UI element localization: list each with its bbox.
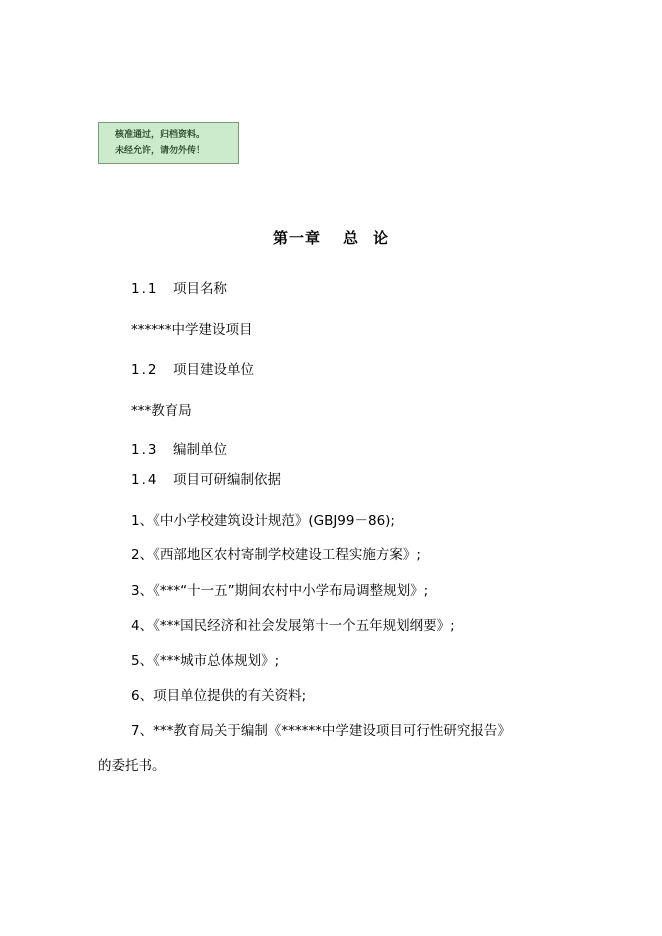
section-number: 1.3 [131,442,159,458]
chapter-title-word-2: 论 [373,229,390,247]
chapter-title-word-1: 总 [342,229,359,247]
basis-item: 7、***教育局关于编制《******中学建设项目可行性研究报告》 [131,723,511,739]
stamp-line-2: 未经允许，请勿外传！ [115,146,206,156]
section-heading [131,471,281,489]
construction-unit-text: ***教育局 [131,403,192,419]
chapter-title [0,227,662,248]
basis-item: 3、《***“十一五”期间农村中小学布局调整规划》; [131,583,429,599]
section-heading [131,280,227,298]
chapter-title-number: 第一章 [272,229,321,247]
section-number: 1.2 [131,362,159,378]
section-number: 1.1 [131,281,159,297]
section-heading [131,441,227,459]
section-heading [131,361,254,379]
basis-item: 1、《中小学校建筑设计规范》(GBJ99－86); [131,513,395,529]
basis-item: 4、《***国民经济和社会发展第十一个五年规划纲要》; [131,618,455,634]
project-name-text: ******中学建设项目 [131,322,253,338]
section-number: 1.4 [131,472,159,488]
section-label: 项目可研编制依据 [173,472,281,488]
section-label: 编制单位 [173,442,227,458]
basis-item-continuation: 的委托书。 [98,758,166,774]
basis-item: 2、《西部地区农村寄制学校建设工程实施方案》; [131,547,421,563]
section-label: 项目名称 [173,281,227,297]
approval-stamp [98,122,239,164]
section-label: 项目建设单位 [173,362,254,378]
basis-item: 5、《***城市总体规划》; [131,653,280,669]
basis-item: 6、项目单位提供的有关资料; [131,688,307,704]
stamp-line-1: 核准通过，归档资料。 [115,130,206,140]
